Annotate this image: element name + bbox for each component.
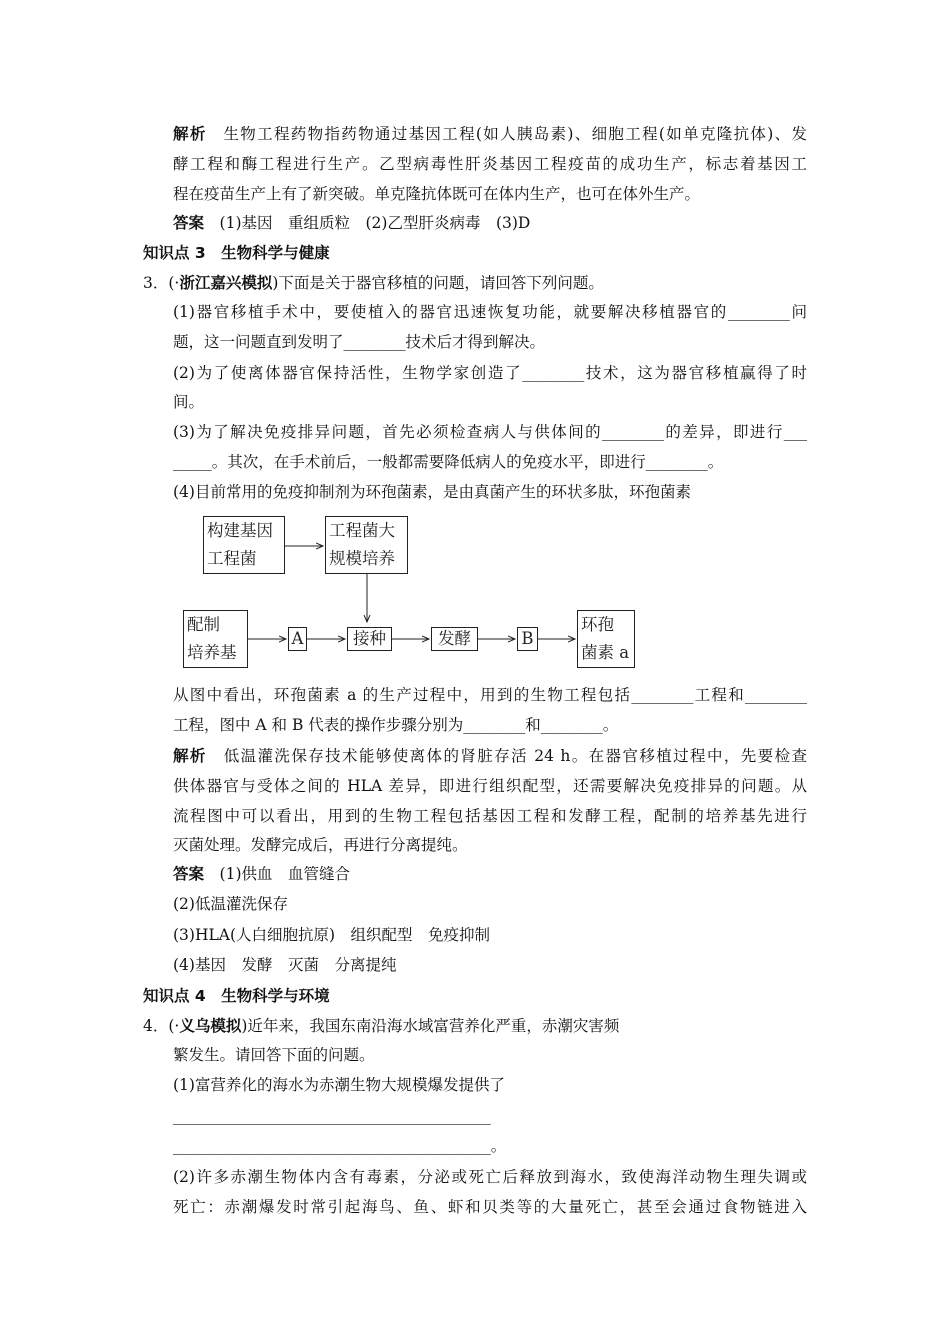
section3-title: 知识点 3 生物科学与健康 — [143, 244, 330, 262]
q3-p2-line2: 间。 — [173, 393, 205, 411]
q3-p1-line1: (1)器官移植手术中，要使植入的器官迅速恢复功能，就要解决移植器官的________问 — [173, 303, 807, 321]
flow-box-cyclosporin: 环孢 菌素 a — [577, 610, 635, 668]
q4-p2-line2: 死亡：赤潮爆发时常引起海鸟、鱼、虾和贝类等的大量死亡，甚至会通过食物链进入 — [173, 1198, 807, 1216]
flow-box-step-b: B — [517, 627, 538, 651]
answer1: 答案 (1)基因 重组质粒 (2)乙型肝炎病毒 (3)D — [173, 214, 531, 232]
flow-box-ferment: 发酵 — [431, 627, 478, 651]
q4-p1-line1: (1)富营养化的海水为赤潮生物大规模爆发提供了 — [173, 1076, 505, 1094]
analysis2-line4: 灭菌处理。发酵完成后，再进行分离提纯。 — [173, 836, 468, 854]
analysis-label: 解析 — [173, 747, 207, 765]
q4-blank-line1: _________________________________________ — [173, 1107, 491, 1125]
analysis1-line2: 酵工程和酶工程进行生产。乙型病毒性肝炎基因工程疫苗的成功生产，标志着基因工 — [173, 155, 807, 173]
q3-source: 浙江嘉兴模拟 — [179, 274, 273, 292]
q3-p4-line3: 工程，图中 A 和 B 代表的操作步骤分别为________和________。 — [173, 716, 619, 734]
analysis2-line3: 流程图中可以看出，用到的生物工程包括基因工程和发酵工程，配制的培养基先进行 — [173, 807, 807, 825]
analysis1-line3: 程在疫苗生产上有了新突破。单克隆抗体既可在体内生产，也可在体外生产。 — [173, 185, 701, 203]
analysis2-line1: 解析 低温灌洗保存技术能够使离体的肾脏存活 24 h。在器官移植过程中，先要检查 — [173, 747, 807, 765]
analysis2-line2: 供体器官与受体之间的 HLA 差异，即进行组织配型，还需要解决免疫排异的问题。从 — [173, 777, 807, 795]
q4-stem: 4．(·义乌模拟)近年来，我国东南沿海水域富营养化严重，赤潮灾害频 — [143, 1017, 620, 1035]
flow-box-step-a: A — [288, 627, 307, 651]
q3-p2-line1: (2)为了使离体器官保持活性，生物学家创造了________技术，这为器官移植赢得了时 — [173, 364, 807, 382]
q3-stem: 3．(·浙江嘉兴模拟)下面是关于器官移植的问题，请回答下列问题。 — [143, 274, 604, 292]
q4-source: 义乌模拟 — [179, 1017, 242, 1035]
flow-box-prepare-medium: 配制 培养基 — [183, 610, 248, 668]
q3-p4-line2: 从图中看出，环孢菌素 a 的生产过程中，用到的生物工程包括________工程和________ — [173, 686, 807, 704]
answer-label: 答案 — [173, 865, 205, 883]
flow-box-large-scale-culture: 工程菌大 规模培养 — [325, 516, 408, 574]
q4-p2-line1: (2)许多赤潮生物体内含有毒素，分泌或死亡后释放到海水，致使海洋动物生理失调或 — [173, 1168, 807, 1186]
q3-p3-line2: _____。其次，在手术前后，一般都需要降低病人的免疫水平，即进行________。 — [173, 453, 724, 471]
answer2-line2: (2)低温灌洗保存 — [173, 895, 288, 913]
flow-box-construct-strain: 构建基因 工程菌 — [203, 516, 285, 574]
answer-label: 答案 — [173, 214, 205, 232]
q3-p3-line1: (3)为了解决免疫排异问题，首先必须检查病人与供体间的________的差异，即进行___ — [173, 423, 807, 441]
analysis1-line1: 解析 生物工程药物指药物通过基因工程(如人胰岛素)、细胞工程(如单克隆抗体)、发 — [173, 125, 807, 143]
answer2-line4: (4)基因 发酵 灭菌 分离提纯 — [173, 956, 397, 974]
q4-stem-line2: 繁发生。请回答下面的问题。 — [173, 1046, 375, 1064]
section4-title: 知识点 4 生物科学与环境 — [143, 987, 330, 1005]
analysis-label: 解析 — [173, 125, 207, 143]
answer2-line3: (3)HLA(人白细胞抗原) 组织配型 免疫抑制 — [173, 926, 491, 944]
q3-p1-line2: 题，这一问题直到发明了________技术后才得到解决。 — [173, 333, 546, 351]
q3-p4-line1: (4)目前常用的免疫抑制剂为环孢菌素，是由真菌产生的环状多肽，环孢菌素 — [173, 483, 691, 501]
flow-box-inoculate: 接种 — [347, 627, 392, 651]
q4-blank-line2: _________________________________________。 — [173, 1137, 507, 1155]
answer2-line1: 答案 (1)供血 血管缝合 — [173, 865, 350, 883]
